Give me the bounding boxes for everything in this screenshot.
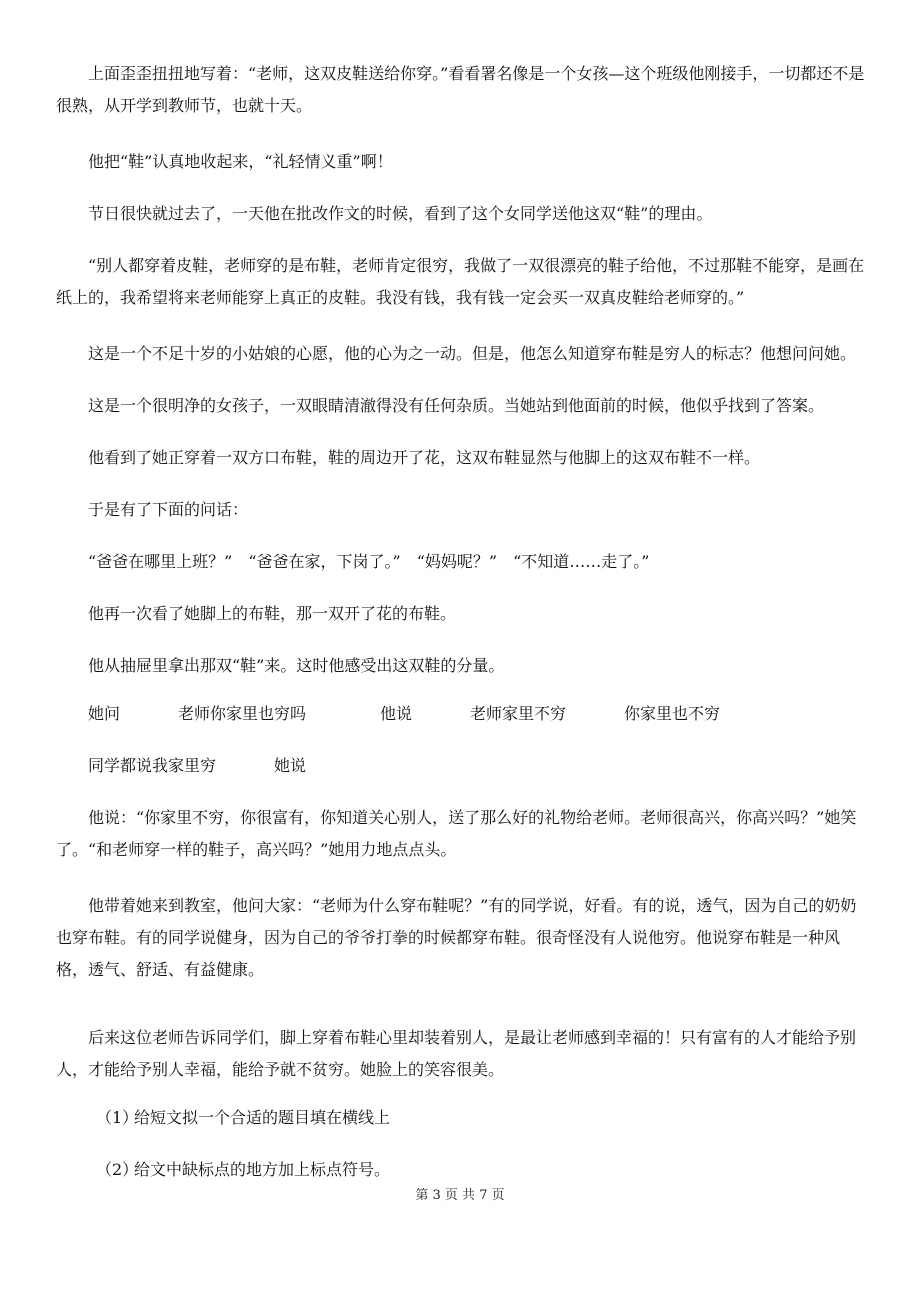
question-text: 给短文拟一个合适的题目填在横线上	[134, 1108, 391, 1127]
question-2	[96, 1154, 390, 1186]
paragraph-3: 节日很快就过去了，一天他在批改作文的时候，看到了这个女同学送他这双“鞋”的理由。	[88, 204, 713, 223]
paragraph-13: 他带着她来到教室，他问大家：“老师为什么穿布鞋呢？”有的同学说，好看。有的说，透气，因为自己的奶奶也穿布鞋。有的同学说健身，因为自己的爷爷打拳的时候都穿布鞋。很奇怪没有人说他穷。他说穿布鞋是一种风格，透气、舒适、有益健康。	[56, 896, 857, 979]
paragraph-9-dialogue: “爸爸在哪里上班？” “爸爸在家，下岗了。” “妈妈呢？” “不知道……走了。”	[88, 552, 650, 571]
dialogue-item: 你家里也不穷	[624, 704, 721, 723]
question-number: （2）	[96, 1160, 139, 1179]
paragraph-8: 于是有了下面的问话：	[88, 500, 249, 519]
page-footer: 第 3 页 共 7 页	[415, 1188, 505, 1203]
question-number: （1）	[96, 1108, 139, 1127]
question-1	[96, 1102, 390, 1134]
paragraph-14: 后来这位老师告诉同学们，脚上穿着布鞋心里却装着别人，是最让老师感到幸福的！只有富有的人才能给予别人，才能给予别人幸福，能给予就不贫穷。她脸上的笑容很美。	[56, 1028, 857, 1079]
paragraph-1: 上面歪歪扭扭地写着：“老师，这双皮鞋送给你穿。”看看署名像是一个女孩—这个班级他刚接手，一切都还不是很熟，从开学到教师节，也就十天。	[56, 64, 865, 115]
dialogue-item: 她说	[274, 756, 307, 775]
paragraph-12: 他说：“你家里不穷，你很富有，你知道关心别人，送了那么好的礼物给老师。老师很高兴，你高兴吗？”她笑了。“和老师穿一样的鞋子，高兴吗？”她用力地点点头。	[56, 808, 857, 859]
dialogue-item: 老师家里不穷	[470, 704, 567, 723]
dialogue-item: 老师你家里也穷吗	[178, 704, 307, 723]
dialogue-item: 同学都说我家里穷	[88, 756, 217, 775]
paragraph-10: 他再一次看了她脚上的布鞋，那一双开了花的布鞋。	[88, 604, 457, 623]
question-text: 给文中缺标点的地方加上标点符号。	[134, 1160, 391, 1179]
paragraph-2: 他把“鞋”认真地收起来，“礼轻情义重”啊！	[88, 152, 393, 171]
paragraph-7: 他看到了她正穿着一双方口布鞋，鞋的周边开了花，这双布鞋显然与他脚上的这双布鞋不一样。	[88, 448, 761, 467]
dialogue-item: 他说	[380, 704, 413, 723]
paragraph-5: 这是一个不足十岁的小姑娘的心愿，他的心为之一动。但是，他怎么知道穿布鞋是穷人的标志？他想问问她。	[88, 344, 857, 363]
paragraph-4: “别人都穿着皮鞋，老师穿的是布鞋，老师肯定很穷，我做了一双很漂亮的鞋子给他，不过那鞋不能穿，是画在纸上的，我希望将来老师能穿上真正的皮鞋。我没有钱，我有钱一定会买一双真皮鞋给老师穿的。”	[56, 256, 865, 307]
dialogue-row-1	[88, 698, 868, 730]
paragraph-11: 他从抽屉里拿出那双“鞋”来。这时他感受出这双鞋的分量。	[88, 656, 505, 675]
dialogue-row-2	[88, 750, 488, 782]
paragraph-6: 这是一个很明净的女孩子，一双眼睛清澈得没有任何杂质。当她站到他面前的时候，他似乎找到了答案。	[88, 396, 825, 415]
dialogue-item: 她问	[88, 704, 121, 723]
